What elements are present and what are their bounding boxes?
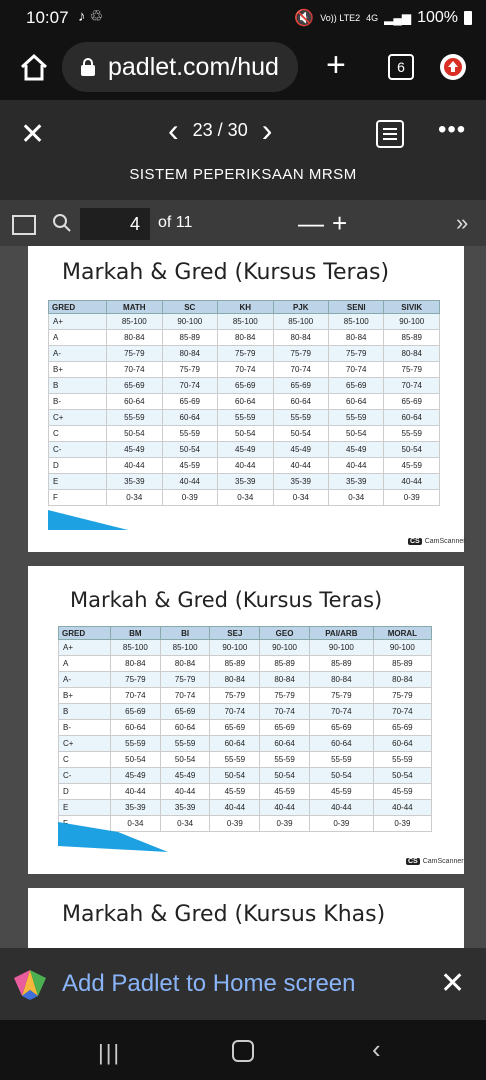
range-cell: 80-84 xyxy=(218,330,273,346)
range-cell: 45-49 xyxy=(273,442,328,458)
grade-cell: B- xyxy=(49,394,107,410)
range-cell: 50-54 xyxy=(111,752,161,768)
table-row xyxy=(59,704,432,720)
table-row xyxy=(49,378,440,394)
range-cell: 55-59 xyxy=(218,410,273,426)
chevron-right-icon[interactable]: › xyxy=(261,112,273,148)
more-options-icon[interactable]: ••• xyxy=(438,116,467,143)
chevron-left-icon[interactable]: ‹ xyxy=(168,112,179,148)
table-row xyxy=(59,752,432,768)
range-cell: 80-84 xyxy=(111,656,161,672)
zoom-out-button[interactable]: — xyxy=(298,208,324,238)
range-cell: 0-39 xyxy=(210,816,260,832)
range-cell: 55-59 xyxy=(273,410,328,426)
range-cell: 70-74 xyxy=(273,362,328,378)
range-cell: 65-69 xyxy=(309,720,373,736)
range-cell: 70-74 xyxy=(384,378,440,394)
range-cell: 65-69 xyxy=(260,720,310,736)
range-cell: 0-34 xyxy=(107,490,162,506)
range-cell: 85-89 xyxy=(309,656,373,672)
browser-toolbar xyxy=(0,36,486,100)
grade-cell: B xyxy=(49,378,107,394)
range-cell: 60-64 xyxy=(273,394,328,410)
table-row xyxy=(49,314,440,330)
range-cell: 70-74 xyxy=(260,704,310,720)
page-number-input[interactable]: 4 xyxy=(80,208,150,240)
grade-cell: C- xyxy=(49,442,107,458)
notes-icon[interactable] xyxy=(376,120,404,148)
corner-shape xyxy=(58,822,168,852)
range-cell: 80-84 xyxy=(260,672,310,688)
grade-cell: A- xyxy=(59,672,111,688)
range-cell: 85-100 xyxy=(107,314,162,330)
document-title: SISTEM PEPERIKSAAN MRSM xyxy=(129,166,357,183)
pdf-page xyxy=(28,566,464,874)
range-cell: 70-74 xyxy=(111,688,161,704)
range-cell: 50-54 xyxy=(162,442,217,458)
range-cell: 90-100 xyxy=(384,314,440,330)
range-cell: 65-69 xyxy=(384,394,440,410)
recents-icon[interactable]: ||| xyxy=(98,1040,122,1065)
range-cell: 75-79 xyxy=(309,688,373,704)
range-cell: 80-84 xyxy=(162,346,217,362)
range-cell: 50-54 xyxy=(273,426,328,442)
table-row xyxy=(49,362,440,378)
range-cell: 55-59 xyxy=(260,752,310,768)
range-cell: 85-89 xyxy=(210,656,260,672)
volte-label: Vo)) LTE2 xyxy=(320,12,361,23)
range-cell: 70-74 xyxy=(329,362,384,378)
close-icon[interactable]: ✕ xyxy=(440,967,466,1000)
range-cell: 50-54 xyxy=(309,768,373,784)
close-icon[interactable]: ✕ xyxy=(20,118,46,151)
network-label: 4G xyxy=(366,12,379,23)
range-cell: 75-79 xyxy=(260,688,310,704)
table-row xyxy=(49,346,440,362)
table-row xyxy=(59,640,432,656)
range-cell: 60-64 xyxy=(384,410,440,426)
grade-cell: A+ xyxy=(59,640,111,656)
range-cell: 35-39 xyxy=(273,474,328,490)
back-icon[interactable]: ‹ xyxy=(372,1034,381,1064)
range-cell: 85-100 xyxy=(111,640,161,656)
range-cell: 80-84 xyxy=(210,672,260,688)
grade-cell: B- xyxy=(59,720,111,736)
column-header: MATH xyxy=(107,301,162,314)
range-cell: 60-64 xyxy=(160,720,210,736)
range-cell: 45-59 xyxy=(384,458,440,474)
grade-cell: B xyxy=(59,704,111,720)
pdf-page xyxy=(28,246,464,552)
range-cell: 50-54 xyxy=(260,768,310,784)
range-cell: 85-100 xyxy=(218,314,273,330)
range-cell: 80-84 xyxy=(329,330,384,346)
range-cell: 40-44 xyxy=(107,458,162,474)
column-header: MORAL xyxy=(373,627,431,640)
range-cell: 90-100 xyxy=(260,640,310,656)
range-cell: 0-34 xyxy=(218,490,273,506)
column-header: KH xyxy=(218,301,273,314)
corner-shape xyxy=(48,510,128,530)
range-cell: 80-84 xyxy=(373,672,431,688)
range-cell: 45-59 xyxy=(210,784,260,800)
range-cell: 40-44 xyxy=(273,458,328,474)
range-cell: 35-39 xyxy=(329,474,384,490)
column-header: PAI/ARB xyxy=(309,627,373,640)
range-cell: 75-79 xyxy=(273,346,328,362)
page-navigator xyxy=(168,114,272,146)
status-bar xyxy=(0,0,486,36)
range-cell: 85-89 xyxy=(373,656,431,672)
table-row xyxy=(49,410,440,426)
range-cell: 55-59 xyxy=(107,410,162,426)
range-cell: 75-79 xyxy=(111,672,161,688)
range-cell: 65-69 xyxy=(373,720,431,736)
table-row xyxy=(59,720,432,736)
page-heading: Markah & Gred (Kursus Teras) xyxy=(70,588,383,612)
range-cell: 60-64 xyxy=(111,720,161,736)
range-cell: 75-79 xyxy=(384,362,440,378)
range-cell: 60-64 xyxy=(218,394,273,410)
status-time: 10:07 xyxy=(26,8,69,27)
range-cell: 65-69 xyxy=(162,394,217,410)
range-cell: 40-44 xyxy=(309,800,373,816)
range-cell: 60-64 xyxy=(260,736,310,752)
table-row xyxy=(59,688,432,704)
range-cell: 45-59 xyxy=(373,784,431,800)
mute-icon: 🔇 xyxy=(294,10,315,27)
expand-icon[interactable]: » xyxy=(456,210,469,235)
range-cell: 85-89 xyxy=(260,656,310,672)
range-cell: 80-84 xyxy=(107,330,162,346)
system-nav-bar xyxy=(0,1020,486,1080)
range-cell: 75-79 xyxy=(160,672,210,688)
range-cell: 70-74 xyxy=(218,362,273,378)
grade-cell: C+ xyxy=(49,410,107,426)
pdf-page xyxy=(28,888,464,948)
range-cell: 45-59 xyxy=(260,784,310,800)
range-cell: 60-64 xyxy=(329,394,384,410)
range-cell: 55-59 xyxy=(162,426,217,442)
range-cell: 90-100 xyxy=(373,640,431,656)
column-header: SC xyxy=(162,301,217,314)
range-cell: 60-64 xyxy=(309,736,373,752)
range-cell: 40-44 xyxy=(329,458,384,474)
range-cell: 90-100 xyxy=(162,314,217,330)
column-header: BM xyxy=(111,627,161,640)
column-header: GRED xyxy=(59,627,111,640)
range-cell: 40-44 xyxy=(111,784,161,800)
page-counter: 23 / 30 xyxy=(192,119,248,140)
range-cell: 80-84 xyxy=(160,656,210,672)
tab-switcher-button[interactable]: 6 xyxy=(388,54,414,80)
banner-text[interactable]: Add Padlet to Home screen xyxy=(62,970,356,997)
scanner-watermark: CS CamScanner xyxy=(408,858,464,865)
range-cell: 70-74 xyxy=(373,704,431,720)
range-cell: 65-69 xyxy=(160,704,210,720)
search-icon[interactable] xyxy=(52,213,72,233)
range-cell: 65-69 xyxy=(329,378,384,394)
pdf-header xyxy=(0,100,486,200)
range-cell: 0-39 xyxy=(384,490,440,506)
range-cell: 55-59 xyxy=(210,752,260,768)
range-cell: 40-44 xyxy=(162,474,217,490)
column-header: GEO xyxy=(260,627,310,640)
lock-icon xyxy=(80,58,96,76)
range-cell: 0-39 xyxy=(373,816,431,832)
grade-cell: E xyxy=(59,800,111,816)
range-cell: 50-54 xyxy=(218,426,273,442)
range-cell: 35-39 xyxy=(107,474,162,490)
range-cell: 45-49 xyxy=(329,442,384,458)
range-cell: 45-59 xyxy=(309,784,373,800)
range-cell: 55-59 xyxy=(160,736,210,752)
range-cell: 55-59 xyxy=(111,736,161,752)
range-cell: 65-69 xyxy=(111,704,161,720)
range-cell: 40-44 xyxy=(210,800,260,816)
table-row xyxy=(59,768,432,784)
grade-cell: B+ xyxy=(49,362,107,378)
signal-icon: ▂▄▆ xyxy=(384,11,412,25)
url-text: padlet.com/hud xyxy=(108,52,279,81)
range-cell: 0-34 xyxy=(160,816,210,832)
table-row xyxy=(59,672,432,688)
address-bar[interactable] xyxy=(62,42,298,92)
battery-icon xyxy=(464,11,472,25)
range-cell: 70-74 xyxy=(160,688,210,704)
range-cell: 90-100 xyxy=(210,640,260,656)
range-cell: 50-54 xyxy=(329,426,384,442)
range-cell: 85-100 xyxy=(329,314,384,330)
range-cell: 50-54 xyxy=(160,752,210,768)
grade-cell: C- xyxy=(59,768,111,784)
range-cell: 45-49 xyxy=(111,768,161,784)
range-cell: 75-79 xyxy=(329,346,384,362)
range-cell: 65-69 xyxy=(210,720,260,736)
range-cell: 0-39 xyxy=(162,490,217,506)
range-cell: 40-44 xyxy=(260,800,310,816)
table-row xyxy=(59,736,432,752)
range-cell: 85-100 xyxy=(160,640,210,656)
battery-text: 100% xyxy=(417,9,458,26)
page-total: of 11 xyxy=(158,214,193,231)
table-row xyxy=(59,784,432,800)
pdf-viewer[interactable] xyxy=(0,246,486,948)
column-header: PJK xyxy=(273,301,328,314)
range-cell: 45-49 xyxy=(160,768,210,784)
range-cell: 40-44 xyxy=(160,784,210,800)
range-cell: 65-69 xyxy=(218,378,273,394)
grade-cell: C xyxy=(59,752,111,768)
range-cell: 60-64 xyxy=(162,410,217,426)
grade-cell: D xyxy=(59,784,111,800)
range-cell: 75-79 xyxy=(373,688,431,704)
range-cell: 80-84 xyxy=(273,330,328,346)
zoom-in-button[interactable]: + xyxy=(332,208,348,238)
scanner-watermark: CS CamScanner xyxy=(410,538,466,545)
table-row xyxy=(49,458,440,474)
range-cell: 35-39 xyxy=(160,800,210,816)
home-icon[interactable] xyxy=(18,52,50,84)
table-row xyxy=(49,442,440,458)
table-row xyxy=(49,394,440,410)
sidebar-toggle-icon[interactable] xyxy=(12,215,36,235)
range-cell: 50-54 xyxy=(210,768,260,784)
new-tab-button[interactable]: + xyxy=(326,46,346,84)
grade-table xyxy=(58,626,432,832)
grade-table xyxy=(48,300,440,506)
range-cell: 45-49 xyxy=(107,442,162,458)
range-cell: 70-74 xyxy=(107,362,162,378)
range-cell: 75-79 xyxy=(107,346,162,362)
range-cell: 35-39 xyxy=(111,800,161,816)
range-cell: 0-34 xyxy=(273,490,328,506)
range-cell: 60-64 xyxy=(373,736,431,752)
range-cell: 70-74 xyxy=(162,378,217,394)
padlet-logo-icon xyxy=(10,966,50,1002)
range-cell: 70-74 xyxy=(210,704,260,720)
table-row xyxy=(49,426,440,442)
grade-cell: D xyxy=(49,458,107,474)
column-header: SENI xyxy=(329,301,384,314)
table-row xyxy=(49,490,440,506)
range-cell: 90-100 xyxy=(309,640,373,656)
range-cell: 65-69 xyxy=(107,378,162,394)
range-cell: 55-59 xyxy=(373,752,431,768)
column-header: GRED xyxy=(49,301,107,314)
page-heading: Markah & Gred (Kursus Teras) xyxy=(62,260,390,285)
range-cell: 0-34 xyxy=(329,490,384,506)
home-button-icon[interactable] xyxy=(232,1040,254,1062)
range-cell: 60-64 xyxy=(107,394,162,410)
range-cell: 0-34 xyxy=(111,816,161,832)
grade-cell: A+ xyxy=(49,314,107,330)
range-cell: 55-59 xyxy=(329,410,384,426)
range-cell: 60-64 xyxy=(210,736,260,752)
install-banner[interactable] xyxy=(0,948,486,1020)
grade-cell: F xyxy=(49,490,107,506)
grade-cell: C xyxy=(49,426,107,442)
range-cell: 50-54 xyxy=(107,426,162,442)
page-heading: Markah & Gred (Kursus Khas) xyxy=(62,902,386,927)
range-cell: 55-59 xyxy=(384,426,440,442)
grade-cell: C+ xyxy=(59,736,111,752)
range-cell: 80-84 xyxy=(309,672,373,688)
range-cell: 50-54 xyxy=(373,768,431,784)
range-cell: 75-79 xyxy=(162,362,217,378)
range-cell: 0-39 xyxy=(309,816,373,832)
range-cell: 40-44 xyxy=(384,474,440,490)
range-cell: 80-84 xyxy=(384,346,440,362)
range-cell: 85-89 xyxy=(384,330,440,346)
range-cell: 85-100 xyxy=(273,314,328,330)
range-cell: 40-44 xyxy=(218,458,273,474)
range-cell: 50-54 xyxy=(384,442,440,458)
range-cell: 70-74 xyxy=(309,704,373,720)
grade-cell: A xyxy=(59,656,111,672)
range-cell: 0-39 xyxy=(260,816,310,832)
range-cell: 75-79 xyxy=(210,688,260,704)
table-row xyxy=(59,800,432,816)
update-icon[interactable] xyxy=(440,54,466,80)
grade-cell: A- xyxy=(49,346,107,362)
range-cell: 85-89 xyxy=(162,330,217,346)
grade-cell: A xyxy=(49,330,107,346)
notification-icons: ♪ ♲ xyxy=(78,8,104,25)
range-cell: 55-59 xyxy=(309,752,373,768)
grade-cell: E xyxy=(49,474,107,490)
column-header: BI xyxy=(160,627,210,640)
range-cell: 65-69 xyxy=(273,378,328,394)
range-cell: 45-49 xyxy=(218,442,273,458)
column-header: SEJ xyxy=(210,627,260,640)
range-cell: 75-79 xyxy=(218,346,273,362)
table-row xyxy=(49,330,440,346)
range-cell: 35-39 xyxy=(218,474,273,490)
range-cell: 45-59 xyxy=(162,458,217,474)
viewer-toolbar xyxy=(0,200,486,246)
status-right xyxy=(294,8,472,28)
table-row xyxy=(59,656,432,672)
range-cell: 40-44 xyxy=(373,800,431,816)
column-header: SIVIK xyxy=(384,301,440,314)
table-row xyxy=(49,474,440,490)
grade-cell: B+ xyxy=(59,688,111,704)
